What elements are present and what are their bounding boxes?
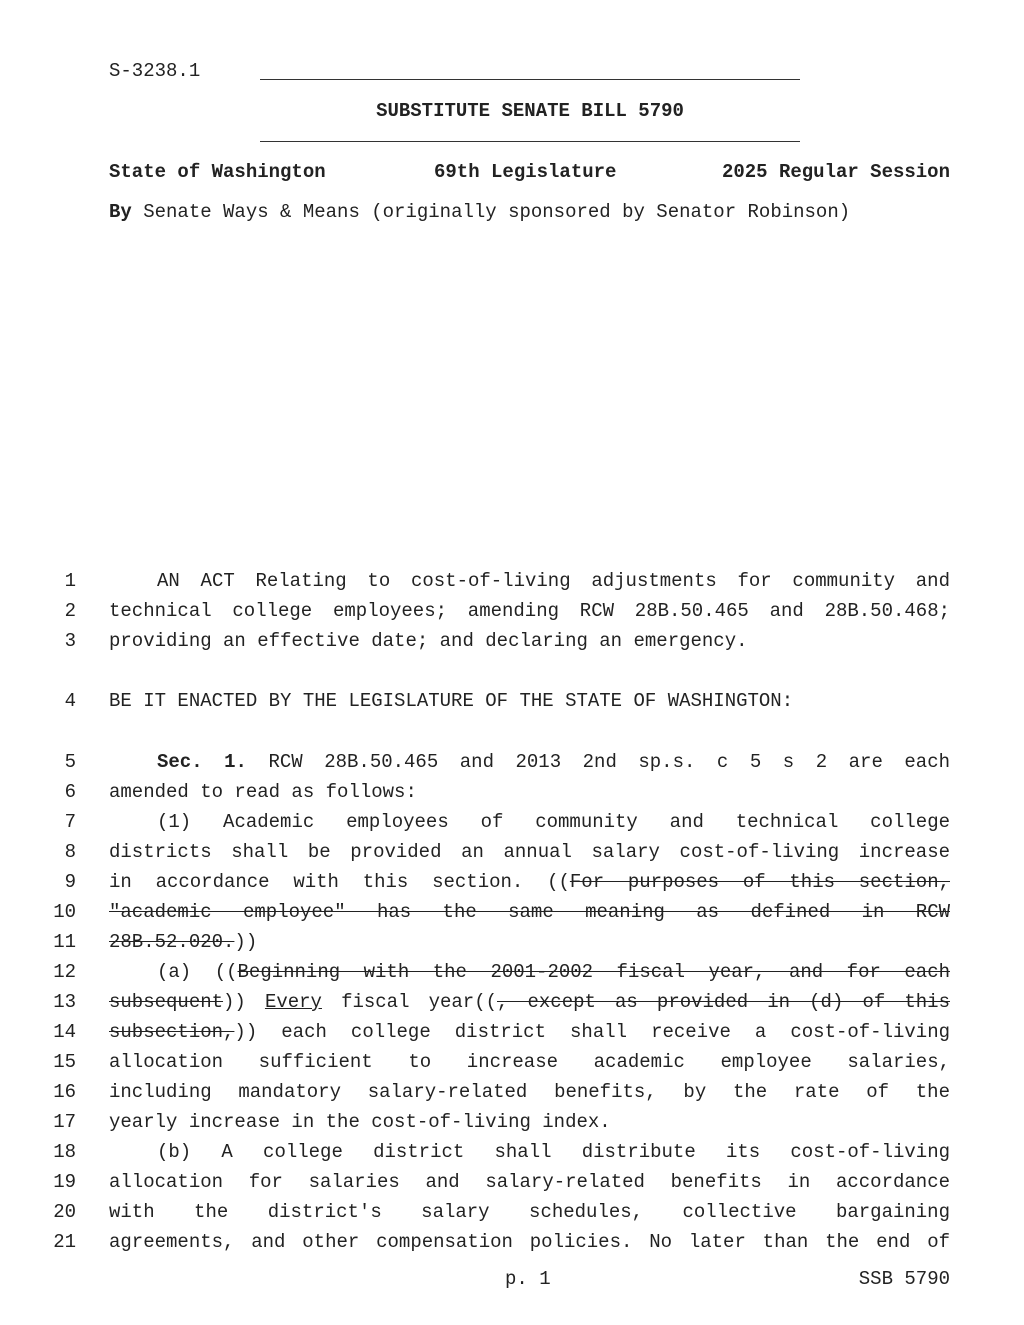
line-number: 20 [53, 1201, 76, 1223]
state-label: State of Washington [109, 161, 326, 183]
line-number: 1 [64, 570, 76, 592]
line-number: 9 [64, 871, 76, 893]
text-segment: fiscal year(( [321, 991, 497, 1013]
line-number: 13 [53, 991, 76, 1013]
text-line-21: agreements, and other compensation policies. No later than the end of [109, 1231, 950, 1253]
text-line-18: (b) A college district shall distribute its cost-of-living [157, 1141, 950, 1163]
bill-title: SUBSTITUTE SENATE BILL 5790 [376, 100, 684, 122]
text-line-19: allocation for salaries and salary-related benefits in accordance [109, 1171, 950, 1193]
text-segment: )) [234, 931, 258, 953]
enacting-clause: BE IT ENACTED BY THE LEGISLATURE OF THE STATE OF WASHINGTON: [109, 690, 794, 712]
text-line-14 [109, 1021, 950, 1043]
line-number: 14 [53, 1021, 76, 1043]
line-number: 21 [53, 1231, 76, 1253]
header-rule-bottom [260, 141, 800, 142]
text-segment: (a) (( [157, 961, 238, 983]
line-number: 18 [53, 1141, 76, 1163]
deleted-text: Beginning with the 2001-2002 fiscal year, and for each [237, 961, 950, 983]
text-line-8: districts shall be provided an annual salary cost-of-living increase [109, 841, 950, 863]
line-number: 7 [64, 811, 76, 833]
text-line-15: allocation sufficient to increase academic employee salaries, [109, 1051, 950, 1073]
text-line-16: including mandatory salary-related benefits, by the rate of the [109, 1081, 950, 1103]
line-number: 2 [64, 600, 76, 622]
line-number: 16 [53, 1081, 76, 1103]
text-line-1: AN ACT Relating to cost-of-living adjustments for community and [157, 570, 950, 592]
deleted-text: For purposes of this section, [569, 871, 950, 893]
footer-bill-id: SSB 5790 [858, 1268, 950, 1290]
line-number: 17 [53, 1111, 76, 1133]
deleted-text: subsection, [109, 1021, 235, 1043]
text-line-12 [109, 961, 950, 983]
by-label: By [109, 201, 132, 223]
page-number: p. 1 [505, 1268, 551, 1290]
line-number: 11 [53, 931, 76, 953]
line-number: 15 [53, 1051, 76, 1073]
line-number: 8 [64, 841, 76, 863]
text-line-7: (1) Academic employees of community and technical college [157, 811, 950, 833]
legislature-label: 69th Legislature [434, 161, 617, 183]
text-line-3: providing an effective date; and declaring an emergency. [109, 630, 748, 652]
text-line-13 [109, 991, 950, 1013]
header-rule-top [260, 79, 800, 80]
text-segment: in accordance with this section. (( [109, 871, 570, 893]
deleted-text: subsequent [109, 991, 224, 1013]
line-number: 4 [64, 690, 76, 712]
text-line-17: yearly increase in the cost-of-living index. [109, 1111, 611, 1133]
text-line-5 [109, 751, 950, 773]
line-number: 3 [64, 630, 76, 652]
session-label: 2025 Regular Session [721, 161, 950, 183]
text-line-11 [109, 931, 950, 953]
sponsor-text: Senate Ways & Means (originally sponsored by Senator Robinson) [143, 201, 851, 223]
section-heading: RCW 28B.50.465 and 2013 2nd sp.s. c 5 s 2 are each [268, 751, 950, 773]
section-label: Sec. 1. [157, 751, 247, 773]
line-number: 10 [53, 901, 76, 923]
line-number: 6 [64, 781, 76, 803]
line-number: 12 [53, 961, 76, 983]
line-number: 5 [64, 751, 76, 773]
text-line-9 [109, 871, 950, 893]
text-line-20: with the district's salary schedules, collective bargaining [109, 1201, 950, 1223]
sponsor-line [109, 201, 850, 223]
deleted-text: 28B.52.020. [109, 931, 235, 953]
inserted-text: Every [264, 991, 322, 1013]
deleted-text: , except as provided in (d) of this [497, 991, 950, 1013]
deleted-text-line-10: "academic employee" has the same meaning as defined in RCW [109, 901, 950, 923]
text-line-2: technical college employees; amending RCW 28B.50.465 and 28B.50.468; [109, 600, 950, 622]
text-segment: )) [223, 991, 265, 1013]
text-line-6: amended to read as follows: [109, 781, 417, 803]
line-number: 19 [53, 1171, 76, 1193]
text-segment: )) each college district shall receive a cost-of-living [234, 1021, 950, 1043]
bill-code: S-3238.1 [109, 60, 201, 82]
